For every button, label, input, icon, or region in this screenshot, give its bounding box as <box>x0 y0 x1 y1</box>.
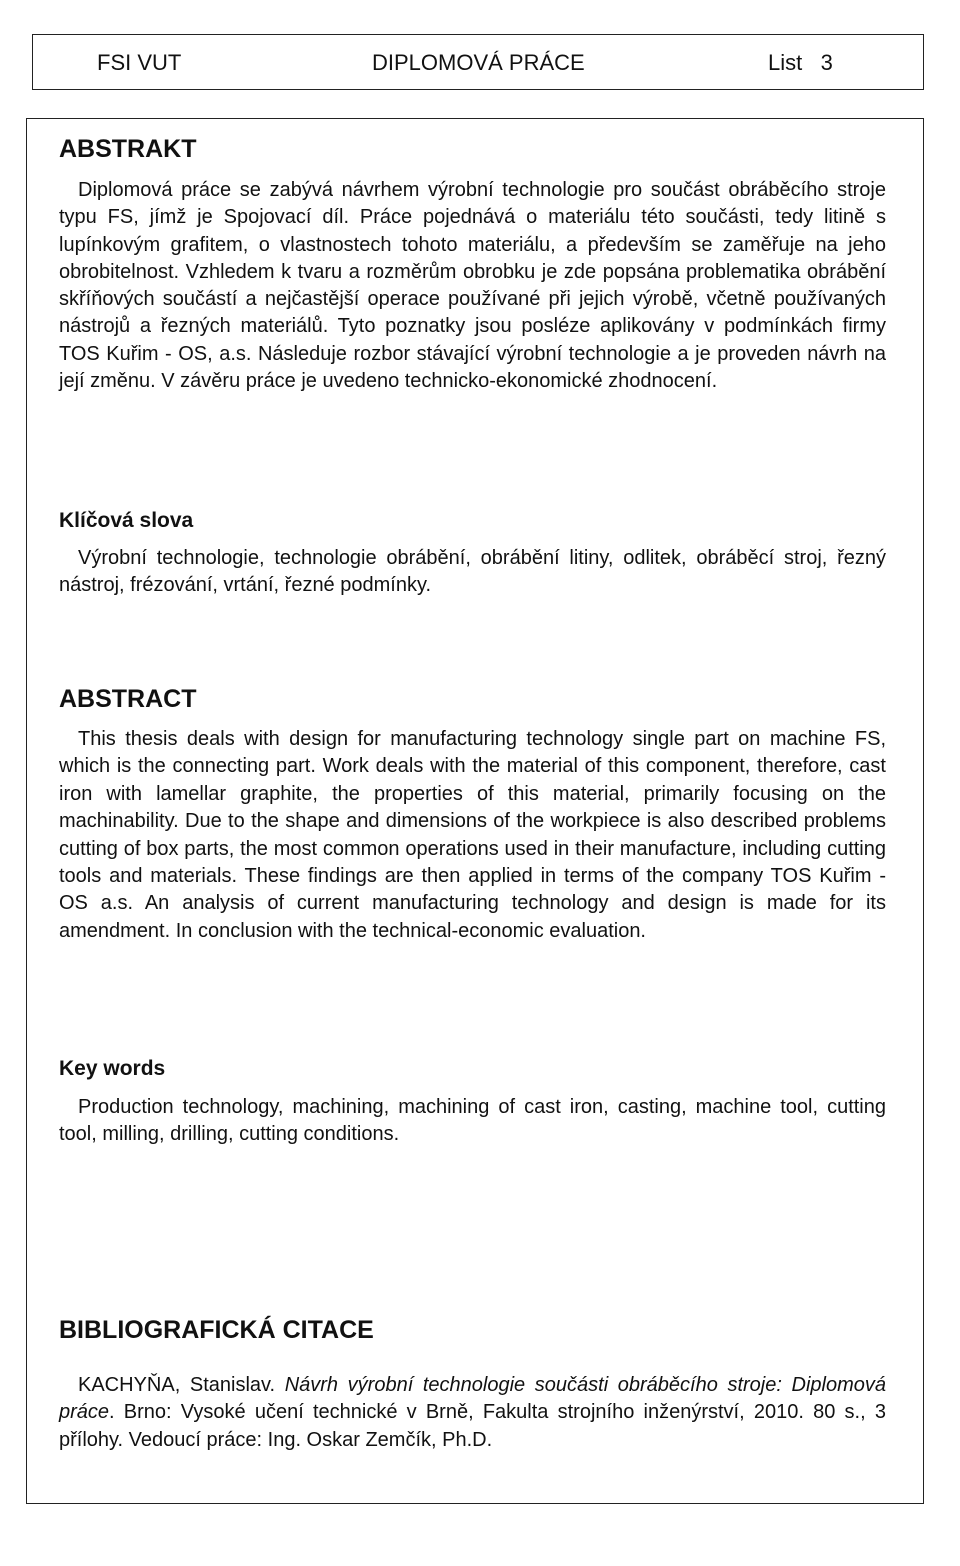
klicova-slova-text: Výrobní technologie, technologie obrábění, obrábění litiny, odlitek, obráběcí stroj, řezný nástroj, frézování, vrtání, řezné podmínky. <box>59 547 886 597</box>
citace-author: KACHYŇA, Stanislav. <box>78 1374 276 1396</box>
citace-details: . Brno: Vysoké učení technické v Brně, Fakulta strojního inženýrství, 2010. 80 s., 3 přílohy. Vedoucí práce: Ing. Oskar Zemčík, Ph.D. <box>59 1401 886 1451</box>
page-header <box>32 34 924 90</box>
header-page-number: List 3 <box>768 50 833 75</box>
key-words-title: Key words <box>59 1057 166 1080</box>
abstract-text: This thesis deals with design for manufacturing technology single part on machine FS, which is the connecting part. Work deals with the material of this component, therefore, cast iron with lamellar graphite, the properties of this material, primarily focusing on the machinability. Due to the shape and dimensions of the workpiece is also described problems cutting of box parts, the most common operations used in their manufacture, including cutting tools and materials. These findings are then applied in terms of the company TOS Kuřim - OS a.s. An analysis of current manufacturing technology and design is made for its amendment. In conclusion with the technical-economic evaluation. <box>59 728 886 942</box>
klicova-slova-title: Klíčová slova <box>59 509 194 532</box>
abstrakt-title: ABSTRAKT <box>59 135 197 163</box>
citace-title: BIBLIOGRAFICKÁ CITACE <box>59 1316 374 1344</box>
abstract-title: ABSTRACT <box>59 685 197 713</box>
citace-text <box>59 1372 886 1454</box>
header-document-type: DIPLOMOVÁ PRÁCE <box>372 50 585 75</box>
citace-work-title: Návrh výrobní technologie součásti obráběcího stroje: Diplomová práce <box>59 1374 886 1424</box>
key-words-text: Production technology, machining, machining of cast iron, casting, machine tool, cutting tool, milling, drilling, cutting conditions. <box>59 1096 886 1146</box>
abstrakt-text: Diplomová práce se zabývá návrhem výrobní technologie pro součást obráběcího stroje typu FS, jímž je Spojovací díl. Práce pojednává o materiálu této součásti, tedy litině s lupínkovým grafitem, o vlastnostech tohoto materiálu, a především se zaměřuje na jeho obrobitelnost. Vzhledem k tvaru a rozměrům obrobku je zde popsána problematika obrábění skříňových součástí a nejčastější operace používané při jejich výrobě, včetně používaných nástrojů a řezných materiálů. Tyto poznatky jsou posléze aplikovány v podmínkách firmy TOS Kuřim - OS, a.s. Následuje rozbor stávající výrobní technologie a je proveden návrh na její změnu. V závěru práce je uvedeno technicko-ekonomické zhodnocení. <box>59 179 886 393</box>
header-institution: FSI VUT <box>97 50 182 75</box>
